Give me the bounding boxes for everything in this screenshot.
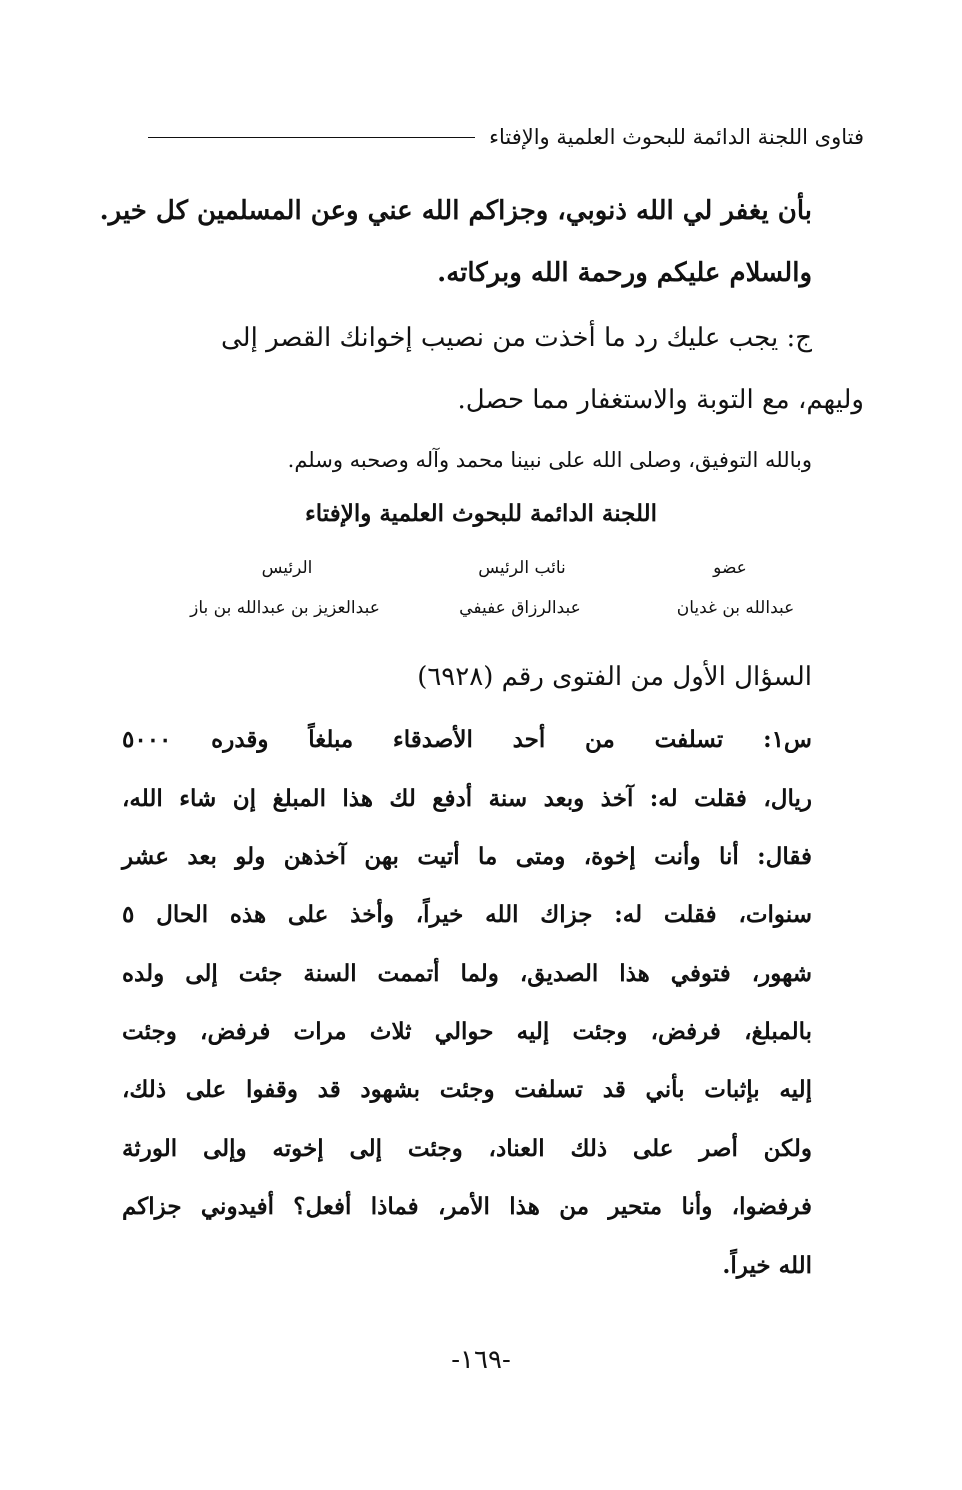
body-line-2: والسلام عليكم ورحمة الله وبركاته. xyxy=(437,258,812,288)
answer-line-2: وليهم، مع التوبة والاستغفار مما حصل. xyxy=(457,385,864,415)
question-line-6: بالمبلغ، فرفض، وجئت إليه حوالي ثلاث مرات فرفض، وجئت xyxy=(122,1018,812,1045)
question-line-10: الله خيراً. xyxy=(722,1252,812,1279)
committee-title: اللجنة الدائمة للبحوث العلمية والإفتاء xyxy=(304,500,658,527)
closing-line: وبالله التوفيق، وصلى الله على نبينا محمد وآله وصحبه وسلم. xyxy=(287,448,812,472)
signatory-name-member: عبدالله بن غديان xyxy=(676,598,795,618)
page-number: -١٦٩- xyxy=(451,1345,511,1375)
question-line-2: ريال، فقلت له: آخذ وبعد سنة أدفع لك هذا المبلغ إن شاء الله، xyxy=(122,785,812,812)
header-rule xyxy=(148,137,475,138)
question-line-3: فقال: أنا وأنت إخوة، ومتى ما أتيت بهن آخذهن ولو بعد عشر xyxy=(122,843,812,870)
question-line-9: فرفضوا، وأنا متحير من هذا الأمر، فماذا أفعل؟ أفيدوني جزاكم xyxy=(122,1193,812,1220)
answer-line-1: ج: يجب عليك رد ما أخذت من نصيب إخوانك القصر إلى xyxy=(220,323,812,353)
signatory-role-vice-president: نائب الرئيس xyxy=(478,558,566,578)
question-line-8: ولكن أصر على ذلك العناد، وجئت إلى إخوته وإلى الورثة xyxy=(122,1135,812,1162)
signatory-role-member: عضو xyxy=(713,558,747,578)
signatory-role-president: الرئيس xyxy=(261,558,313,578)
question-line-1: س١: تسلفت من أحد الأصدقاء مبلغاً وقدره ٥٠٠٠ xyxy=(122,726,812,753)
fatwa-heading: السؤال الأول من الفتوى رقم (٦٩٢٨) xyxy=(417,662,812,692)
signatory-name-vice-president: عبدالرزاق عفيفي xyxy=(459,598,581,618)
running-header xyxy=(148,125,864,149)
body-line-1: بأن يغفر لي الله ذنوبي، وجزاكم الله عني وعن المسلمين كل خير. xyxy=(99,196,812,226)
question-line-7: إليه بإثبات بأني قد تسلفت وجئت بشهود قد وقفوا على ذلك، xyxy=(122,1076,812,1103)
header-title: فتاوى اللجنة الدائمة للبحوث العلمية والإفتاء xyxy=(489,125,864,149)
question-line-5: شهور، فتوفي هذا الصديق، ولما أتممت السنة جئت إلى ولده xyxy=(122,960,812,987)
signatory-name-president: عبدالعزيز بن عبدالله بن باز xyxy=(190,598,380,618)
question-line-4: سنوات، فقلت له: جزاك الله خيراً، وأخذ على هذه الحال ٥ xyxy=(122,901,812,928)
